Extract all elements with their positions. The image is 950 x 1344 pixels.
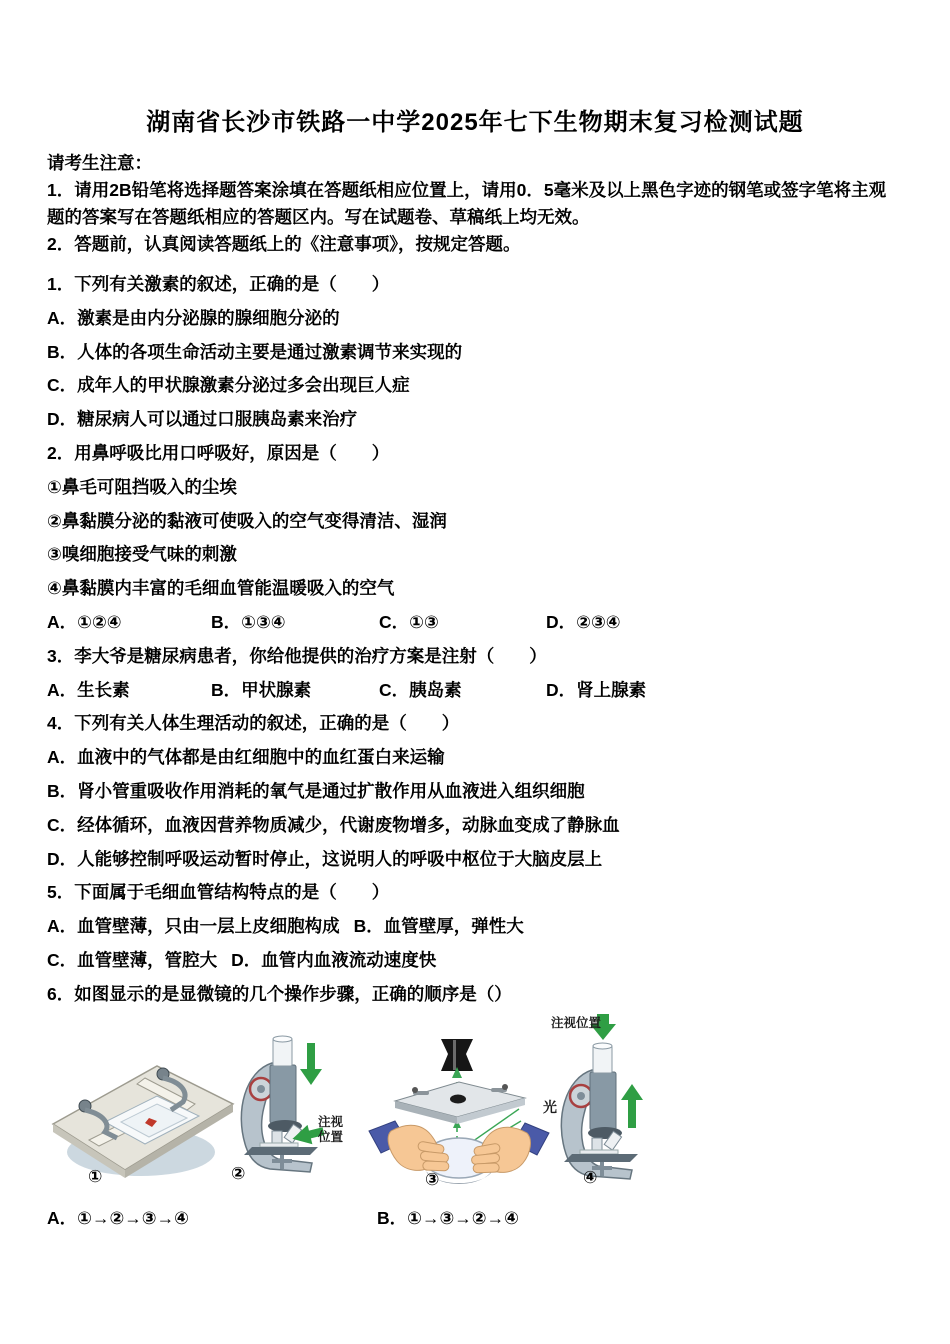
microscope-raising-illustration [548, 1012, 683, 1187]
question-6-stem: 6．如图显示的是显微镜的几个操作步骤，正确的顺序是（） [47, 983, 512, 1004]
question-1-option-a: A．激素是由内分泌腺的腺细胞分泌的 [47, 307, 340, 328]
figure-1-label: ① [88, 1166, 103, 1186]
question-5-option-b: B．血管壁厚，弹性大 [353, 916, 524, 937]
light-label: 光 [543, 1098, 557, 1115]
question-2-option-d: D．②③④ [546, 611, 621, 632]
question-3-option-d: D．肾上腺素 [546, 679, 647, 700]
question-5-options-row-2 [47, 944, 903, 978]
questions-section [47, 268, 903, 1235]
notice-section [47, 150, 903, 258]
question-6-option-b: B．①→③→②→④ [377, 1207, 519, 1228]
exam-title: 湖南省长沙市铁路一中学2025年七下生物期末复习检测试题 [146, 109, 804, 136]
question-1-stem: 1．下列有关激素的叙述，正确的是（ ） [47, 274, 390, 294]
figure-2-label: ② [231, 1163, 246, 1183]
question-4-option-d: D．人能够控制呼吸运动暂时停止，这说明人的呼吸中枢位于大脑皮层上 [47, 848, 603, 869]
question-3-option-c: C．胰岛素 [379, 679, 462, 700]
question-1-option-b: B．人体的各项生命活动主要是通过激素调节来实现的 [47, 341, 463, 362]
question-2-stem: 2．用鼻呼吸比用口呼吸好，原因是（ ） [47, 442, 390, 463]
question-4-option-c: C．经体循环，血液因营养物质减少，代谢废物增多，动脉血变成了静脉血 [47, 814, 620, 835]
stage-with-slide-illustration [45, 1052, 240, 1187]
question-4-stem: 4．下列有关人体生理活动的叙述，正确的是（ ） [47, 713, 460, 734]
question-2-item-4: ④鼻黏膜内丰富的毛细血管能温暖吸入的空气 [47, 578, 395, 599]
question-5-option-d: D．血管内血液流动速度快 [231, 949, 437, 970]
notice-item-1: 1．请用2B铅笔将选择题答案涂填在答题纸相应位置上，请用0．5毫米及以上黑色字迹的钢笔或签字笔将主观题的答案写在答题纸相应的答题区内。写在试题卷、草稿纸上均无效。 [47, 180, 887, 227]
question-3-option-b: B．甲状腺素 [211, 679, 312, 700]
question-2-item-1: ①鼻毛可阻挡吸入的尘埃 [47, 476, 237, 497]
question-2-item-3: ③嗅细胞接受气味的刺激 [47, 544, 237, 565]
figure-3-label: ③ [425, 1169, 440, 1189]
question-2-option-a: A．①②④ [47, 611, 122, 632]
microscope-lowering-illustration [230, 1027, 365, 1179]
mirror-light-adjustment-illustration [367, 1037, 552, 1199]
question-2-option-c: C．①③ [379, 611, 439, 632]
question-1-option-d: D．糖尿病人可以通过口服胰岛素来治疗 [47, 409, 358, 430]
question-1-option-c: C．成年人的甲状腺激素分泌过多会出现巨人症 [47, 375, 410, 396]
question-5-options-row-1 [47, 910, 903, 944]
question-6-option-a: A．①→②→③→④ [47, 1207, 189, 1228]
gaze-position-label-fig4: 注视位置 [551, 1015, 602, 1030]
question-2-item-2: ②鼻黏膜分泌的黏液可使吸入的空气变得清洁、湿润 [47, 510, 447, 531]
question-3-options-row [47, 674, 903, 708]
question-3-option-a: A．生长素 [47, 679, 130, 700]
question-5-option-a: A．血管壁薄，只由一层上皮细胞构成 [47, 916, 340, 937]
question-5-stem: 5．下面属于毛细血管结构特点的是（ ） [47, 882, 390, 903]
notice-heading: 请考生注意： [47, 153, 152, 173]
question-4-option-a: A．血液中的气体都是由红细胞中的血红蛋白来运输 [47, 747, 445, 768]
question-6-options-row [47, 1202, 903, 1236]
figure-4-label: ④ [583, 1167, 598, 1187]
question-2-options-row [47, 606, 903, 640]
question-5-option-c: C．血管壁薄，管腔大 [47, 949, 218, 970]
question-3-stem: 3．李大爷是糖尿病患者，你给他提供的治疗方案是注射（ ） [47, 645, 547, 666]
gaze-position-label-fig2: 注视位置 [318, 1114, 344, 1144]
question-4-option-b: B．肾小管重吸收作用消耗的氧气是通过扩散作用从血液进入组织细胞 [47, 780, 585, 801]
notice-item-2: 2．答题前，认真阅读答题纸上的《注意事项》，按规定答题。 [47, 234, 521, 254]
question-2-option-b: B．①③④ [211, 611, 286, 632]
microscope-steps-figure [47, 1012, 903, 1202]
